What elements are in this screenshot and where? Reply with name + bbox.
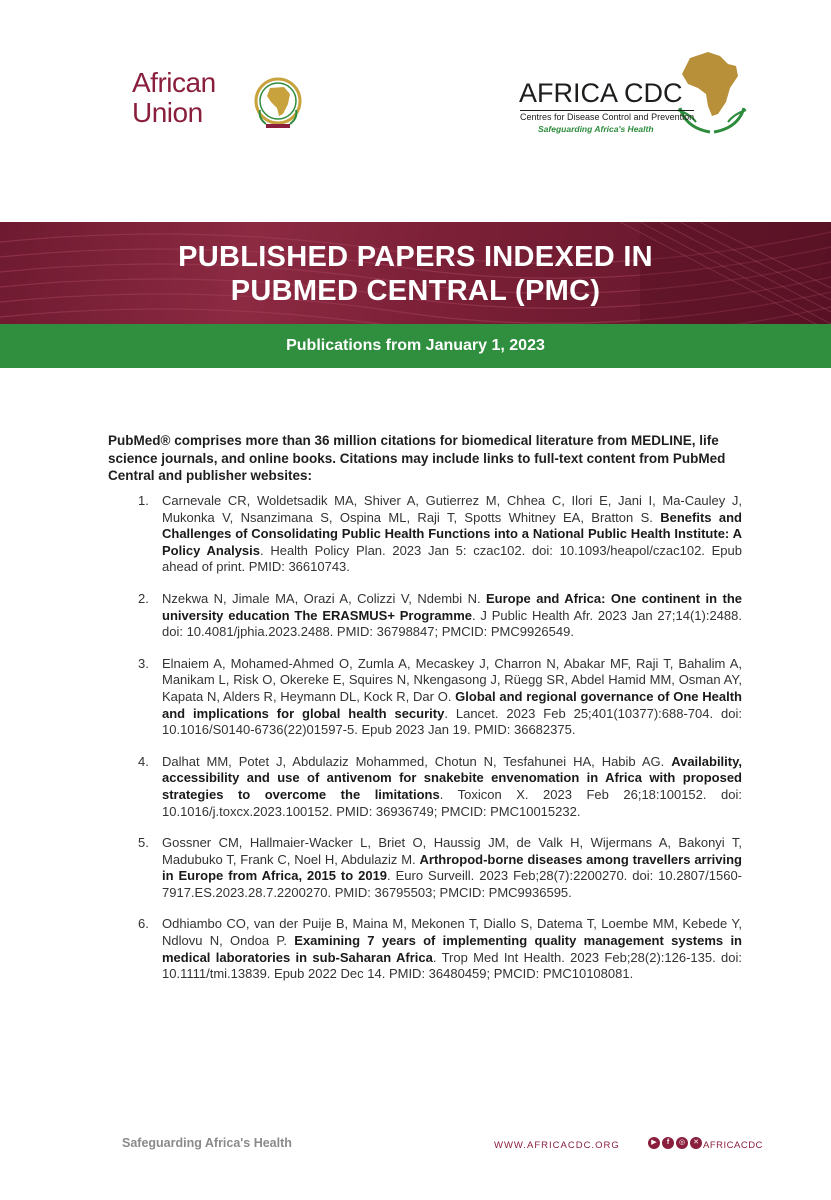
african-union-logo	[132, 68, 312, 134]
reference-source: . Toxicon X. 2023 Feb 26;18:100152. doi: 10.1016/j.toxcx.2023.100152. PMID: 36936749; PMCID: PMC10015232.	[162, 786, 742, 819]
instagram-icon[interactable]: ◎	[676, 1137, 688, 1149]
au-emblem-icon	[250, 74, 306, 132]
reference-title: Global and regional governance of One Health and implications for global health security	[162, 688, 742, 721]
reference-title: Arthropod-borne diseases among travellers arriving in Europe from Africa, 2015 to 2019	[162, 851, 742, 884]
facebook-icon[interactable]: f	[662, 1137, 674, 1149]
au-wordmark	[132, 68, 216, 128]
reference-source: . Euro Surveill. 2023 Feb;28(7):2200270. doi: 10.2807/1560-7917.ES.2023.28.7.2200270. PMID: 36795503; PMCID: PMC9936595.	[162, 868, 743, 900]
au-line2: Union	[132, 97, 203, 128]
cdc-title: AFRICA CDC	[519, 78, 683, 108]
reference-item	[138, 590, 742, 641]
reference-title: Examining 7 years of implementing quality management systems in medical laboratories in sub-Saharan Africa	[162, 933, 742, 965]
reference-authors: Odhiambo CO, van der Puije B, Maina M, Mekonen T, Diallo S, Datema T, Loembe MM, Kebede Y, Ndlovu N, Ondoa P.	[162, 916, 742, 949]
footer-website-link[interactable]: WWW.AFRICACDC.ORG	[494, 1140, 620, 1151]
reference-number: 6.	[138, 916, 149, 932]
youtube-icon[interactable]: ▶	[648, 1137, 660, 1149]
africa-cdc-logo	[516, 48, 756, 138]
reference-authors: Carnevale CR, Woldetsadik MA, Shiver A, Gutierrez M, Chhea C, Ilori E, Jani I, Ma-Cauley J, Mukonka V, Nsanzimana S, Ospina ML, Raji T, Spotts Whitney EA, Bratton S.	[162, 493, 742, 525]
intro-paragraph: PubMed® comprises more than 36 million citations for biomedical literature from MEDLINE, life science journals, and online books. Citations may include links to full-text content from PubMed Central and publisher websites:	[108, 433, 726, 483]
reference-source: . Lancet. 2023 Feb 25;401(10377):688-704. doi: 10.1016/S0140-6736(22)01597-5. Epub 2023 Jan 19. PMID: 36682375.	[162, 705, 742, 738]
reference-item	[138, 916, 743, 982]
reference-number: 4.	[138, 753, 149, 769]
subtitle-bar: Publications from January 1, 2023	[0, 324, 831, 368]
reference-number: 3.	[138, 655, 149, 671]
reference-source: . J Public Health Afr. 2023 Jan 27;14(1):2488. doi: 10.4081/jphia.2023.2488. PMID: 36798847; PMCID: PMC9926549.	[162, 607, 742, 640]
title-line-2: PUBMED CENTRAL (PMC)	[230, 275, 601, 307]
reference-title: Availability, accessibility and use of antivenom for snakebite envenomation in Africa with proposed strategies to overcome the limitations	[162, 753, 742, 802]
reference-source: . Health Policy Plan. 2023 Jan 5: czac102. doi: 10.1093/heapol/czac102. Epub ahead of print. PMID: 36610743.	[162, 542, 742, 575]
reference-number: 1.	[138, 493, 149, 508]
reference-item	[138, 753, 742, 820]
reference-title: Europe and Africa: One continent in the university education The ERASMUS+ Programme	[162, 590, 742, 623]
reference-authors: Elnaiem A, Mohamed-Ahmed O, Zumla A, Mecaskey J, Charron N, Abakar MF, Raji T, Bahalim A, Manikam L, Risk O, Okereke E, Squires N, Nkengasong J, Rüegg SR, Abdel Hamid MM, Osman AY, Kapata N, Alders R, Heymann DL, Kock R, Dar O.	[162, 655, 742, 704]
reference-list	[138, 493, 743, 998]
title-banner	[0, 222, 831, 324]
reference-item	[138, 655, 742, 739]
reference-source: . Trop Med Int Health. 2023 Feb;28(2):126-135. doi: 10.1111/tmi.13839. Epub 2022 Dec 14. PMID: 36480459; PMCID: PMC10108081.	[162, 949, 743, 982]
footer-tagline: Safeguarding Africa's Health	[122, 1136, 292, 1150]
cdc-subtitle: Centres for Disease Control and Prevention	[520, 112, 695, 122]
reference-authors: Dalhat MM, Potet J, Abdulaziz Mohammed, Chotun N, Tesfahunei HA, Habib AG.	[162, 753, 672, 769]
page-title	[0, 240, 831, 308]
reference-title: Benefits and Challenges of Consolidating Public Health Functions into a National Public Health Institute: A Policy Analysis	[162, 509, 743, 558]
footer-social-handle[interactable]: AFRICACDC	[703, 1140, 763, 1151]
reference-authors: Nzekwa N, Jimale MA, Orazi A, Colizzi V, Ndembi N.	[162, 590, 486, 606]
reference-number: 2.	[138, 590, 149, 606]
africa-map-icon	[676, 48, 748, 136]
title-line-1: PUBLISHED PAPERS INDEXED IN	[178, 241, 653, 273]
au-line1: African	[132, 67, 216, 98]
x-icon[interactable]: ✕	[690, 1137, 702, 1149]
reference-authors: Gossner CM, Hallmaier-Wacker L, Briet O, Haussig JM, de Valk H, Wijermans A, Bakonyi T, Madubuko T, Frank C, Noel H, Abdulaziz M.	[162, 835, 742, 867]
cdc-tagline: Safeguarding Africa's Health	[538, 124, 654, 134]
reference-item	[138, 835, 743, 901]
reference-number: 5.	[138, 835, 149, 851]
reference-item	[138, 493, 743, 576]
social-icons	[648, 1137, 702, 1149]
